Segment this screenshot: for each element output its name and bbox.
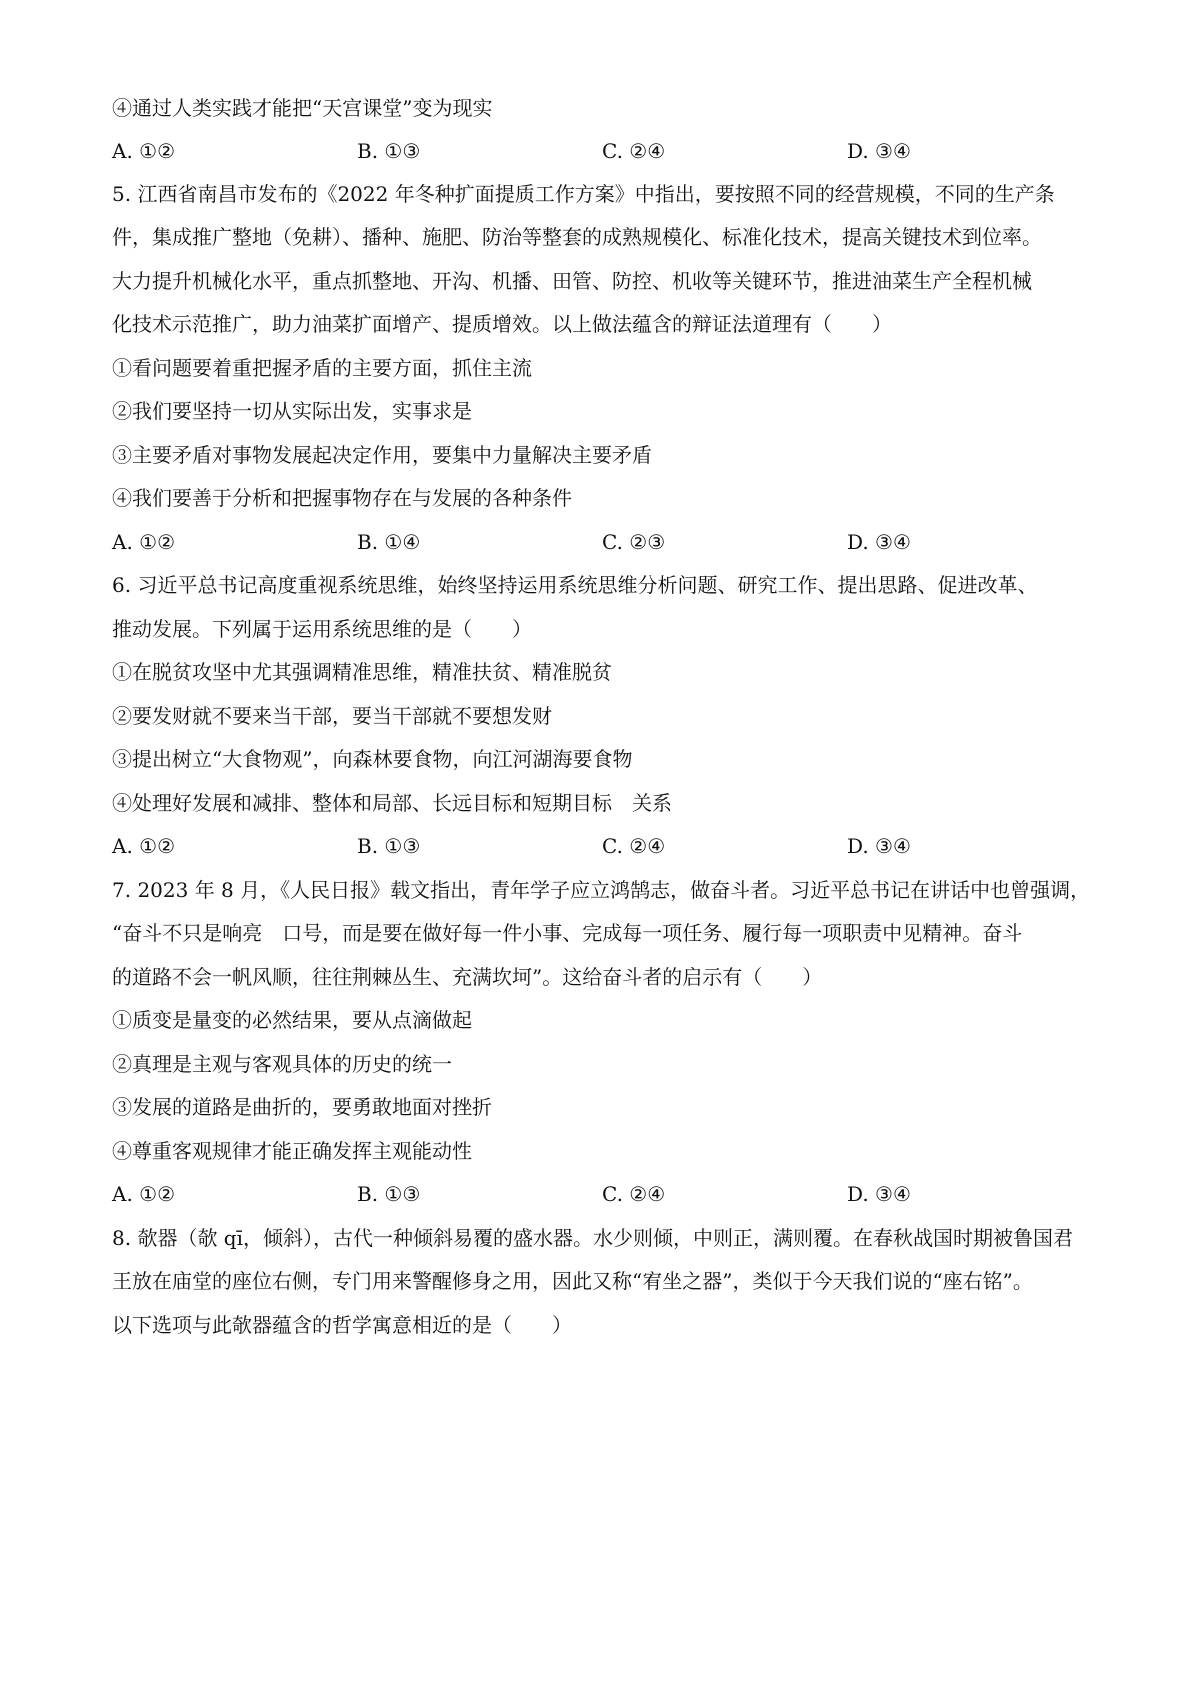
q5-option-c: C. ②③	[602, 530, 666, 554]
q7-option-b: B. ①③	[357, 1182, 421, 1206]
q5-option-b: B. ①④	[357, 530, 421, 554]
q8-stem-line-1: 8. 欹器（欹 qī，倾斜），古代一种倾斜易覆的盛水器。水少则倾，中则正，满则覆。在春秋战国时期被鲁国君	[112, 1226, 1073, 1250]
q5-options	[112, 528, 1102, 556]
q5-stem-line-2: 件，集成推广整地（免耕）、播种、施肥、防治等整套的成熟规模化、标准化技术，提高关键技术到位率。	[112, 225, 1042, 249]
q4-option-b: B. ①③	[357, 139, 421, 163]
q7-item-3: ③发展的道路是曲折的，要勇敢地面对挫折	[112, 1095, 492, 1119]
q5-option-a: A. ①②	[112, 530, 176, 554]
q7-option-d: D. ③④	[847, 1182, 911, 1206]
q5-stem-line-1: 5. 江西省南昌市发布的《2022 年冬种扩面提质工作方案》中指出，要按照不同的经营规模，不同的生产条	[112, 182, 1055, 206]
q7-item-4: ④尊重客观规律才能正确发挥主观能动性	[112, 1139, 472, 1163]
q6-item-2: ②要发财就不要来当干部，要当干部就不要想发财	[112, 704, 552, 728]
q8-stem-line-2: 王放在庙堂的座位右侧，专门用来警醒修身之用，因此又称“宥坐之器”，类似于今天我们说的“座右铭”。	[112, 1269, 1033, 1293]
q5-option-d: D. ③④	[847, 530, 911, 554]
q5-stem-line-3: 大力提升机械化水平，重点抓整地、开沟、机播、田管、防控、机收等关键环节，推进油菜生产全程机械	[112, 269, 1032, 293]
q6-item-1: ①在脱贫攻坚中尤其强调精准思维，精准扶贫、精准脱贫	[112, 660, 612, 684]
q4-option-c: C. ②④	[602, 139, 666, 163]
q7-stem-line-1: 7. 2023 年 8 月，《人民日报》载文指出，青年学子应立鸿鹄志，做奋斗者。习近平总书记在讲话中也曾强调，	[112, 878, 1091, 902]
q7-stem-line-2: “奋斗不只是响亮 口号，而是要在做好每一件小事、完成每一项任务、履行每一项职责中见精神。奋斗	[112, 921, 1023, 945]
q4-option-a: A. ①②	[112, 139, 176, 163]
q6-item-4: ④处理好发展和减排、整体和局部、长远目标和短期目标 关系	[112, 791, 672, 815]
q6-option-a: A. ①②	[112, 834, 176, 858]
q7-item-1: ①质变是量变的必然结果，要从点滴做起	[112, 1008, 472, 1032]
q7-stem-line-3: 的道路不会一帆风顺，往往荆棘丛生、充满坎坷”。这给奋斗者的启示有（ ）	[112, 965, 823, 989]
q6-stem-line-2: 推动发展。下列属于运用系统思维的是（ ）	[112, 617, 532, 641]
q5-item-3: ③主要矛盾对事物发展起决定作用，要集中力量解决主要矛盾	[112, 443, 652, 467]
q7-option-c: C. ②④	[602, 1182, 666, 1206]
q6-option-c: C. ②④	[602, 834, 666, 858]
q5-item-1: ①看问题要着重把握矛盾的主要方面，抓住主流	[112, 356, 532, 380]
q5-stem-line-4: 化技术示范推广，助力油菜扩面增产、提质增效。以上做法蕴含的辩证法道理有（ ）	[112, 312, 892, 336]
q6-stem-line-1: 6. 习近平总书记高度重视系统思维，始终坚持运用系统思维分析问题、研究工作、提出思路、促进改革、	[112, 573, 1038, 597]
q7-option-a: A. ①②	[112, 1182, 176, 1206]
q6-item-3: ③提出树立“大食物观”，向森林要食物，向江河湖海要食物	[112, 747, 633, 771]
q4-item-4: ④通过人类实践才能把“天宫课堂”变为现实	[112, 96, 493, 120]
q6-option-b: B. ①③	[357, 834, 421, 858]
q4-option-d: D. ③④	[847, 139, 911, 163]
q5-item-2: ②我们要坚持一切从实际出发，实事求是	[112, 399, 472, 423]
q4-options	[112, 137, 1102, 165]
q5-item-4: ④我们要善于分析和把握事物存在与发展的各种条件	[112, 486, 572, 510]
q6-options	[112, 832, 1102, 860]
q8-stem-line-3: 以下选项与此欹器蕴含的哲学寓意相近的是（ ）	[112, 1313, 572, 1337]
q6-option-d: D. ③④	[847, 834, 911, 858]
q7-item-2: ②真理是主观与客观具体的历史的统一	[112, 1052, 452, 1076]
q7-options	[112, 1180, 1102, 1208]
